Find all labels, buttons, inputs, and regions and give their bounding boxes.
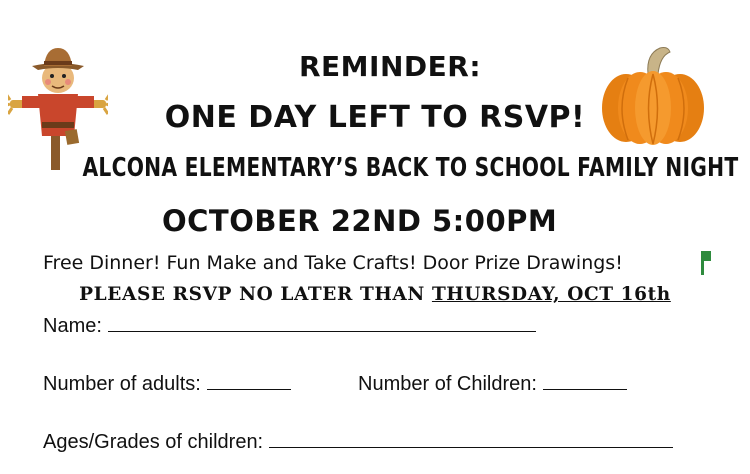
ages-label: Ages/Grades of children: [43,431,264,453]
rsvp-headline: ONE DAY LEFT TO RSVP! [164,100,586,135]
children-label: Number of Children: [358,373,537,395]
event-highlights: Free Dinner! Fun Make and Take Crafts! Door Prize Drawings! [43,252,623,274]
green-flag-icon [701,251,711,275]
name-blank[interactable] [108,315,536,332]
rsvp-deadline-line [0,284,750,305]
ages-blank[interactable] [269,431,673,448]
adults-field[interactable] [43,373,291,396]
ages-field[interactable] [43,431,673,454]
event-date-time: OCTOBER 22ND 5:00PM [162,204,558,238]
adults-label: Number of adults: [43,373,201,395]
rsvp-deadline-prefix: PLEASE RSVP NO LATER THAN [79,284,432,305]
children-blank[interactable] [543,373,627,390]
reminder-heading: REMINDER: [298,50,482,83]
name-field[interactable] [43,315,536,338]
adults-blank[interactable] [207,373,291,390]
name-label: Name: [43,315,102,337]
rsvp-deadline-date: THURSDAY, OCT 16th [431,284,671,305]
children-field[interactable] [358,373,627,396]
event-name: ALCONA ELEMENTARY’S BACK TO SCHOOL FAMILY NIGHT [82,153,739,183]
